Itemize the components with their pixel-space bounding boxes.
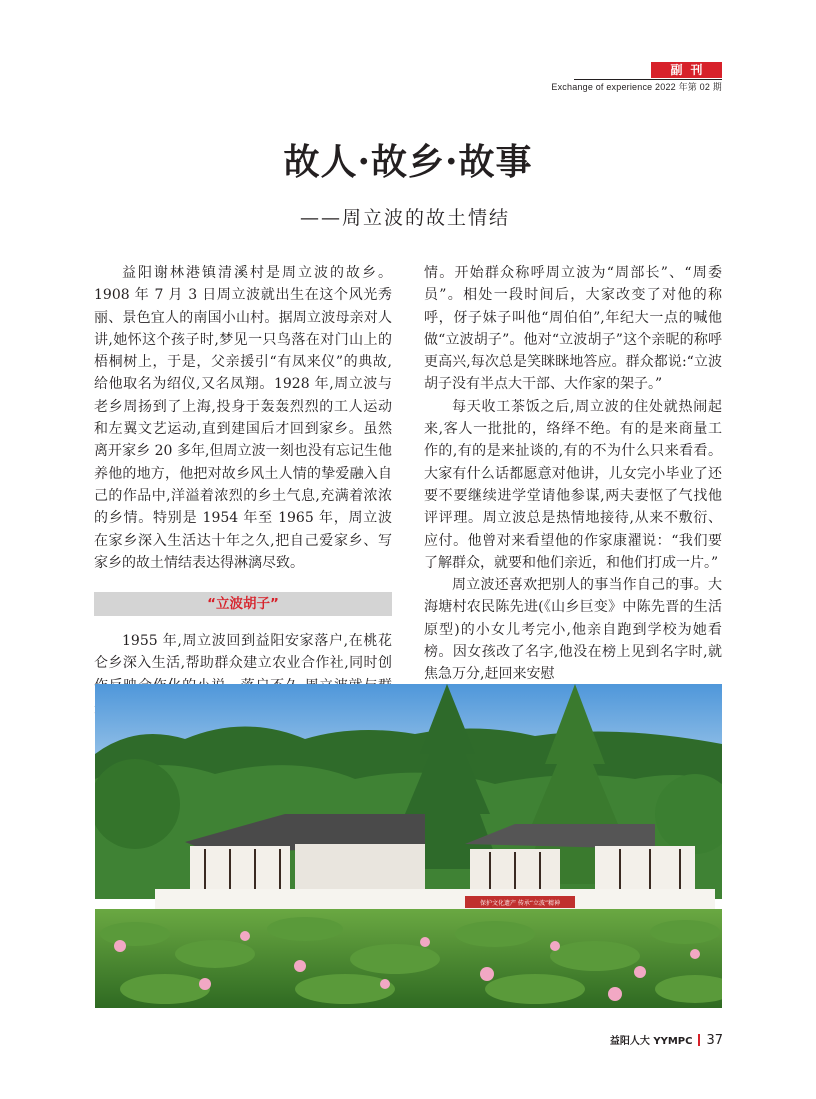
paragraph: 益阳谢林港镇清溪村是周立波的故乡。1908 年 7 月 3 日周立波就出生在这个风光秀丽、景色宜人的南国小山村。据周立波母亲对人讲,她怀这个孩子时,梦见一只鸟落在对门山上的梧桐树上，于是，父亲援引“有凤来仪”的典故,给他取名为绍仪,又名凤翔。1928 年,周立波与老乡周扬到了上海,投身于轰轰烈烈的工人运动和左翼文艺运动,直到建国后才回到家乡。虽然离开家乡 20 多年,但周立波一刻也没有忘记生他养他的地方，他把对故乡风土人情的挚爱融入自己的作品中,洋溢着浓烈的乡土气息,充满着浓浓的乡情。特别是 1954 年至 1965 年，周立波在家乡深入生活达十年之久,把自己爱家乡、写家乡的故土情结表达得淋漓尽致。 <box>94 265 392 571</box>
left-column <box>94 262 392 719</box>
right-column <box>424 262 722 686</box>
paragraph: 周立波还喜欢把别人的事当作自己的事。大海塘村农民陈先进(《山乡巨变》中陈先晋的生活原型)的小女儿考完小,他亲自跑到学校为她看榜。因女孩改了名字,他没在榜上见到名字时,就焦急万分,赶回来安慰 <box>424 577 722 683</box>
issue-info: Exchange of experience 2022 年第 02 期 <box>551 82 722 92</box>
banner-text: 保护文化遗产 传承“立波”精神 <box>479 900 561 907</box>
page-number: 37 <box>706 1033 723 1048</box>
paragraph: 1955 年,周立波回到益阳安家落户,在桃花仑乡深入生活,帮助群众建立农业合作社,同时创 <box>94 633 392 672</box>
article-subtitle: ——周立波的故土情结 <box>300 207 511 229</box>
magazine-name: 益阳人大 YYMPC <box>609 1036 693 1047</box>
former-residence-photo <box>95 684 722 1008</box>
article-title: 故人·故乡·故事 <box>283 141 533 183</box>
section-tag: 副刊 <box>651 62 722 78</box>
page-footer <box>610 1034 723 1049</box>
paragraph: 情。开始群众称呼周立波为“周部长”、“周委员”。相处一段时间后，大家改变了对他的称呼，伢子妹子叫他“周伯伯”,年纪大一点的喊他做“立波胡子”。他对“立波胡子”这个亲昵的称呼更高兴,每次总是笑眯眯地答应。群众都说:“立波胡子没有半点大干部、大作家的架子。” <box>424 265 722 393</box>
paragraph: 每天收工茶饭之后,周立波的住处就热闹起来,客人一批批的，络绎不绝。有的是来商量工作的,有的是来扯谈的,有的不为什么只来看看。大家有什么话都愿意对他讲，儿女完小毕业了还要不要继续进学堂请他参谋,两夫妻怄了气找他评评理。周立波总是热情地接待,从来不敷衍、应付。他曾对来看望他的作家康濯说：“我们要了解群众，就要和他们亲近，和他们打成一片。” <box>424 398 722 571</box>
footer-divider <box>698 1034 700 1046</box>
section-heading: “立波胡子” <box>94 592 392 616</box>
